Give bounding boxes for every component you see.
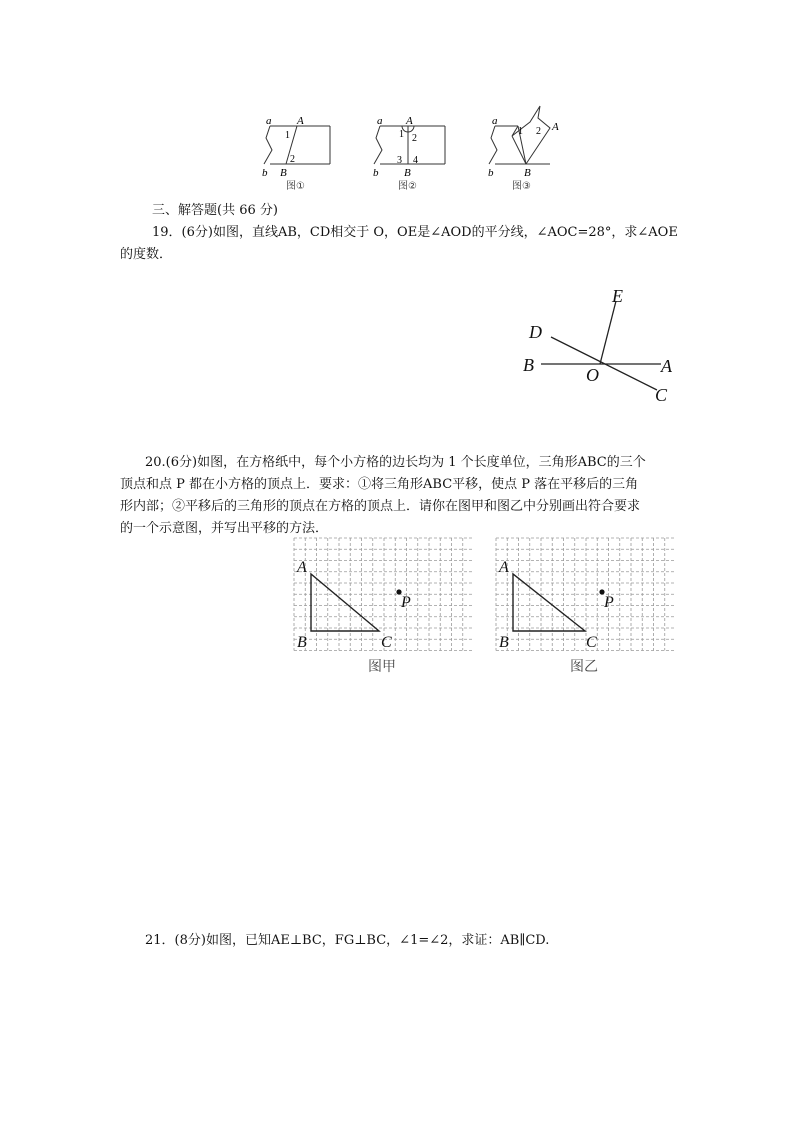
fig3-label-b: b	[488, 167, 494, 179]
q20-line-1: 20.(6分)如图，在方格纸中，每个小方格的边长均为 1 个长度单位，三角形ABC的三个	[145, 455, 646, 470]
q19-label-O: O	[586, 365, 599, 385]
grid-a-label-A: A	[297, 559, 307, 576]
fig1-label-B: B	[280, 167, 287, 179]
q20-line-4: 的一个示意图，并写出平移的方法．	[120, 521, 329, 536]
grid-figure-b	[495, 536, 675, 676]
fig3-angle-1: 1	[518, 126, 523, 137]
grid-b-caption: 图乙	[570, 659, 598, 675]
fig2-angle-2: 2	[412, 133, 417, 144]
fig1-angle-1: 1	[285, 130, 290, 141]
figures-row	[250, 100, 570, 196]
figure-1	[264, 126, 330, 164]
q19-figure	[515, 280, 685, 410]
fig3-label-A: A	[552, 121, 559, 133]
q19-line-1: 19．(6分)如图，直线AB，CD相交于 O，OE是∠AOD的平分线，∠AOC=28°，求∠AOE	[152, 225, 678, 240]
grid-a-label-C: C	[381, 634, 392, 651]
fig2-label-b: b	[373, 167, 379, 179]
fig2-angle-3: 3	[397, 155, 402, 166]
q19-line-2: 的度数．	[120, 247, 173, 262]
fig2-angle-1: 1	[399, 129, 404, 140]
fig1-label-a: a	[266, 115, 272, 127]
grid-b-label-C: C	[586, 634, 597, 651]
fig2-label-A: A	[406, 115, 413, 127]
q20-line-3: 形内部；②平移后的三角形的顶点在方格的顶点上．请你在图甲和图乙中分别画出符合要求	[120, 499, 641, 514]
q19-label-C: C	[655, 385, 668, 405]
fig1-angle-2: 2	[290, 154, 295, 165]
fig3-caption: 图③	[512, 181, 531, 192]
grid-figure-a	[293, 536, 473, 676]
fig3-label-B: B	[524, 167, 531, 179]
fig2-label-B: B	[404, 167, 411, 179]
fig3-angle-2: 2	[536, 126, 541, 137]
q19-label-D: D	[529, 322, 542, 342]
fig1-label-b: b	[262, 167, 268, 179]
section-heading: 三、解答题(共 66 分)	[152, 203, 278, 218]
q19-label-B: B	[523, 355, 534, 375]
q21-line-1: 21．(8分)如图，已知AE⊥BC，FG⊥BC，∠1=∠2，求证：AB∥CD.	[145, 933, 550, 948]
q19-label-E: E	[612, 286, 623, 306]
fig1-label-A: A	[297, 115, 304, 127]
q20-line-2: 顶点和点 P 都在小方格的顶点上．要求：①将三角形ABC平移，使点 P 落在平移后的三角	[120, 477, 639, 492]
fig2-label-a: a	[377, 115, 383, 127]
grid-b-label-A: A	[499, 559, 509, 576]
fig2-angle-4: 4	[413, 155, 418, 166]
figure-2	[374, 126, 445, 164]
fig2-caption: 图②	[398, 181, 417, 192]
grid-b-label-P: P	[604, 594, 614, 611]
grid-a-label-B: B	[297, 634, 307, 651]
fig3-label-a: a	[492, 115, 498, 127]
fig1-caption: 图①	[286, 181, 305, 192]
grid-a-caption: 图甲	[368, 659, 396, 675]
grid-b-label-B: B	[499, 634, 509, 651]
grid-a-label-P: P	[401, 594, 411, 611]
q19-label-A: A	[661, 356, 672, 376]
